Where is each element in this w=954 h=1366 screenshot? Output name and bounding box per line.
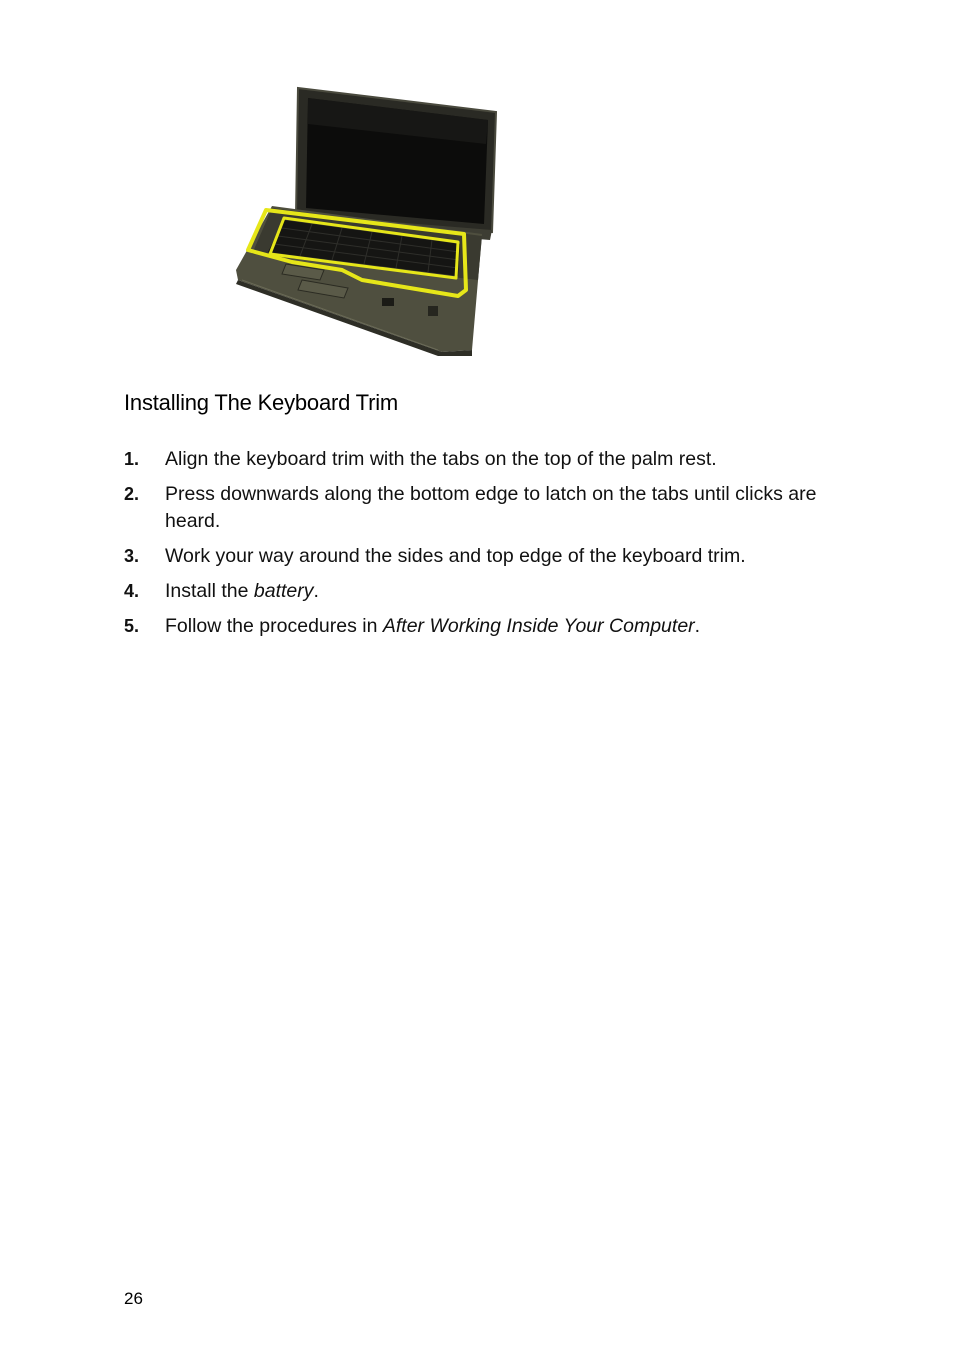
section-title: Installing The Keyboard Trim xyxy=(124,390,399,415)
list-item xyxy=(124,543,844,570)
step-text-suffix: . xyxy=(313,580,319,602)
laptop-illustration xyxy=(232,84,502,356)
step-text-prefix: Install the xyxy=(165,580,254,602)
step-number: 3. xyxy=(124,546,140,566)
after-working-link[interactable]: After Working Inside Your Computer xyxy=(382,615,695,637)
step-number: 1. xyxy=(124,449,140,469)
step-text: Align the keyboard trim with the tabs on the top of the palm rest. xyxy=(165,448,717,470)
step-text-suffix: . xyxy=(694,615,701,637)
step-text-prefix: Follow the procedures in xyxy=(165,615,383,637)
step-number: 2. xyxy=(124,484,140,504)
list-item xyxy=(124,613,844,640)
step-text: Press downwards along the bottom edge to latch on the tabs until clicks are heard. xyxy=(165,483,817,532)
battery-link[interactable]: battery xyxy=(253,580,314,602)
page-number: 26 xyxy=(124,1289,143,1308)
step-text xyxy=(165,613,844,640)
step-number: 5. xyxy=(124,616,140,636)
list-item xyxy=(124,446,844,473)
list-item xyxy=(124,578,844,605)
step-text: Work your way around the sides and top edge of the keyboard trim. xyxy=(165,545,746,567)
list-item xyxy=(124,481,844,535)
step-number: 4. xyxy=(124,581,140,601)
step-text xyxy=(165,578,844,605)
laptop-keyboard-trim-icon xyxy=(232,84,502,356)
steps-list xyxy=(124,446,844,648)
